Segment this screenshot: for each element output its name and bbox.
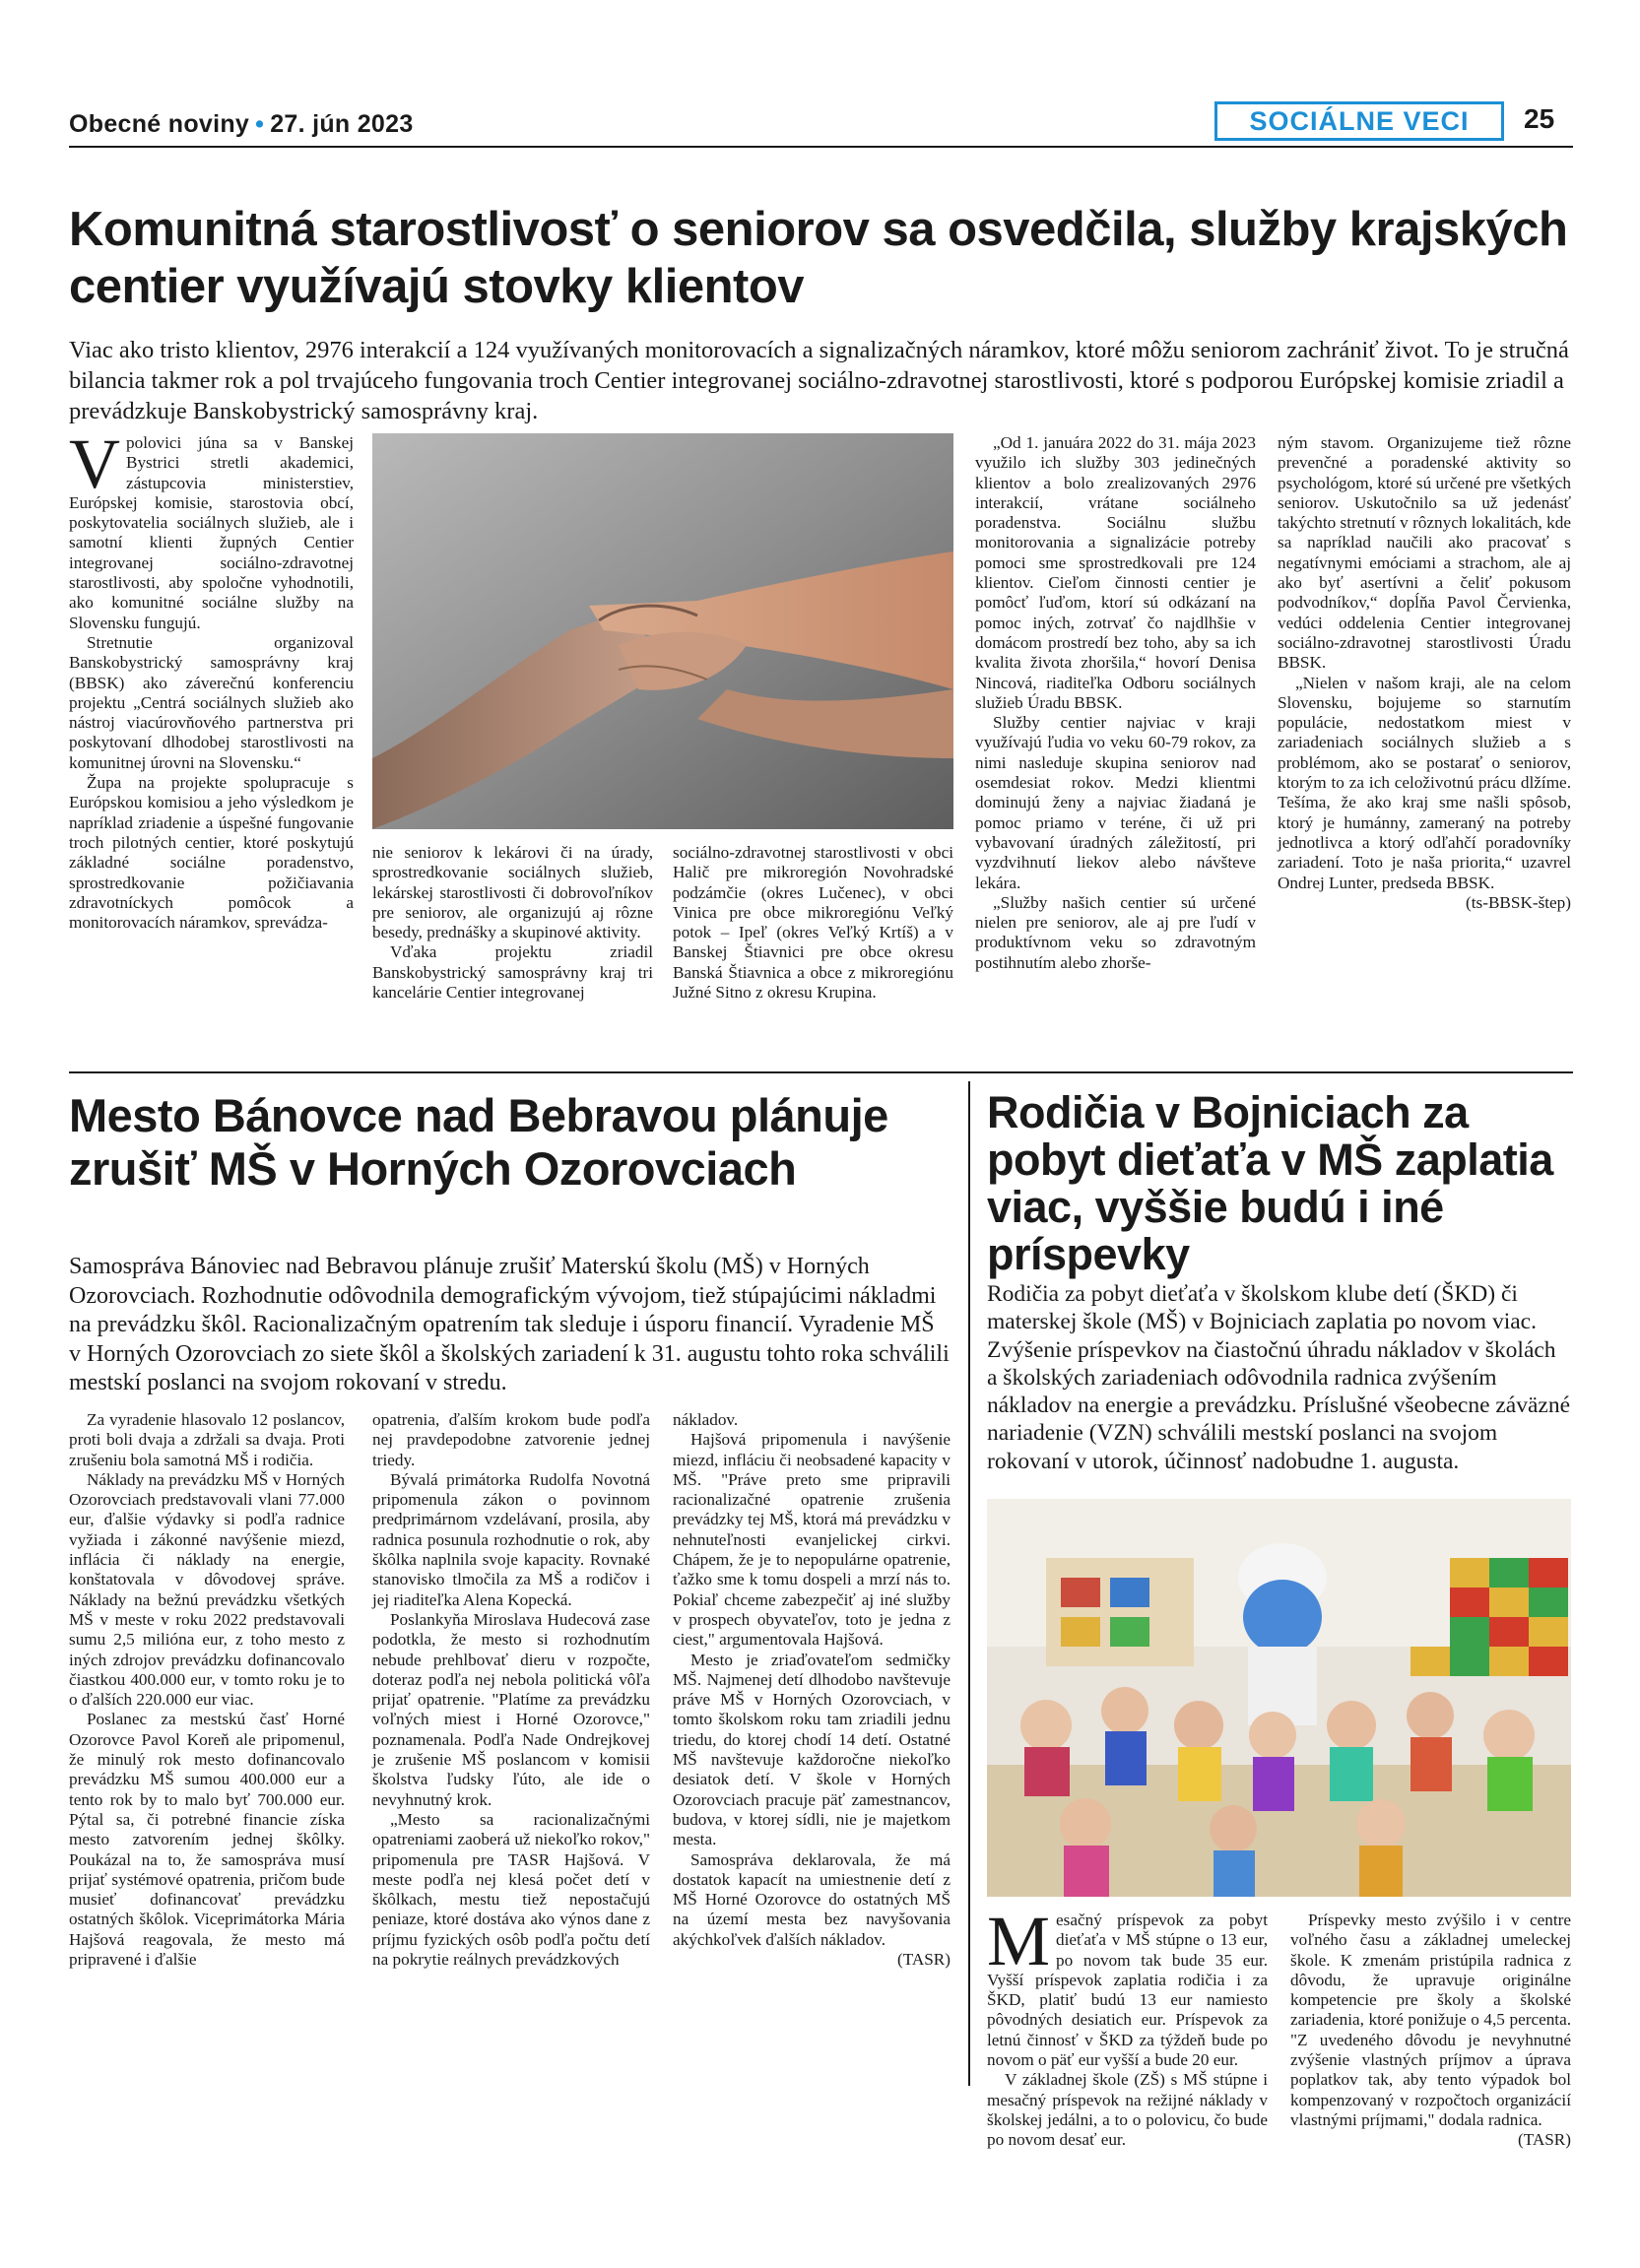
article3-column-2 xyxy=(1290,1911,1571,2151)
article1-paragraph: Vďaka projektu zriadil Banskobystrický samosprávny kraj tri kancelárie Centier integrovanej xyxy=(372,942,653,1003)
article1-column-2 xyxy=(372,843,653,1003)
article2-title: Mesto Bánovce nad Bebravou plánuje zrušiť MŠ v Horných Ozorovciach xyxy=(69,1089,888,1195)
column-separator xyxy=(968,1081,970,2086)
article3-title: Rodičia v Bojniciach za pobyt dieťaťa v MŠ zaplatia viac, vyššie budú i iné príspevky xyxy=(987,1087,1553,1279)
article1-lead: Viac ako tristo klientov, 2976 interakcií a 124 využívaných monitorovacích a signalizačných náramkov, ktoré môžu seniorom zachrániť život. To je stručná bilancia takmer rok a pol trvajúceho fungovania troch Centier integrovanej sociálno-zdravotnej starostlivosti, ktoré s podporou Európskej komisie zriadil a prevádzkuje Banskobystrický samosprávny kraj. xyxy=(69,337,1569,424)
article2-paragraph: „Mesto sa racionalizačnými opatreniami zaoberá už niekoľko rokov," pripomenula pre TASR Hajšová. V meste podľa nej klesá počet detí v škôlkach, mestu tiež nepostačujú peniaze, ktoré dostáva ako výnos dane z príjmu fyzických osôb podľa počtu detí na pokrytie reálnych prevádzkových xyxy=(372,1809,650,1970)
hands-illustration xyxy=(372,433,953,829)
article2-paragraph: Náklady na prevádzku MŠ v Horných Ozorovciach predstavovali vlani 77.000 eur, ďalšie výdavky si podľa radnice vyžiada i zákonné navýšenie miezd, inflácia či náklady na energie, konštatovala v dôvodovej správe. Náklady na bežnú prevádzku všetkých MŠ v meste v roku 2022 predstavovali sumu 2,5 milióna eur, z toho mesto z iných zdrojov prevádzku dofinancovalo čiastkou 400.000 eur, v tomto roku je to o ďalších 220.000 eur viac. xyxy=(69,1469,345,1710)
article1-paragraph: Stretnutie organizoval Banskobystrický samosprávny kraj (BBSK) ako záverečnú konferenciu projektu „Centrá sociálnych služieb ako nástroj viacúrovňového partnerstva pri poskytovaní dlhodobej starostlivosti na komunitnej úrovni na Slovensku.“ xyxy=(69,632,354,772)
section-label xyxy=(1214,101,1504,141)
article3-paragraph: Príspevky mesto zvýšilo i v centre voľného času a základnej umeleckej škole. K zmenám pristúpila radnica z dôvodu, že upravuje originálne kompetencie pre školy a školské zariadenia, ktoré ponižuje o 4,5 percenta. "Z uvedeného dôvodu je nevyhnutné zvýšenie vlastných príjmov a úprava poplatkov tak, aby tento výpadok bol kompenzovaný v rozpočtoch organizácií vlastnými príjmami," dodala radnica. xyxy=(1290,1911,1571,2129)
article1-paragraph: „Od 1. januára 2022 do 31. mája 2023 využilo ich služby 303 jedinečných klientov a bolo zrealizovaných 2976 interakcií, vrátane sociálneho poradenstva. Sociálnu službu monitorovania a signalizácie potreby pomoci sme sprostredkovali pre 124 klientov. Cieľom činnosti centier je pomôcť ľuďom, ktorí sú odkázaní na pomoc iných, zotrvať čo najdlhšie v domácom prostredí bez toho, aby sa ich kvalita života zhoršila,“ hovorí Denisa Nincová, riaditeľka Odboru sociálnych služieb Úradu BBSK. xyxy=(975,433,1256,712)
article2-paragraph: Hajšová pripomenula i navýšenie miezd, infláciu či neobsadené kapacity v MŠ. "Práve preto sme pripravili racionalizačné opatrenie zrušenia prevádzky tej MŠ, ktorá má prevádzku v nehnuteľnosti evanjelickej cirkvi. Chápem, že je to nepopulárne opatrenie, ťažko sme k tomu dospeli a mrzí nás to. Pokiaľ chceme zabezpečiť aj iné služby v prospech obyvateľov, toto je jedna z ciest," argumentovala Hajšová. xyxy=(673,1430,951,1650)
article2-paragraph: Mesto je zriaďovateľom sedmičky MŠ. Najmenej detí dlhodobo navštevuje práve MŠ v Horných Ozorovciach, v tomto školskom roku tam zriadili jednu triedu, do ktorej chodí 14 detí. Ostatné MŠ navštevuje každoročne niekoľko desiatok detí. V škole v Horných Ozorovciach pracuje päť zamestnancov, budova, v ktorej sídli, nie je majetkom mesta. xyxy=(673,1650,951,1849)
article1-paragraph: sociálno-zdravotnej starostlivosti v obci Halič pre mikroregión Novohradské podzámčie (okres Lučenec), v obci Vinica pre obce mikroregiónu Veľký potok – Ipeľ (okres Veľký Krtíš) a v Banskej Štiavnici pre obce okresu Banská Štiavnica a obce z mikroregiónu Južné Sitno z okresu Krupina. xyxy=(673,843,953,1003)
article1-column-5 xyxy=(1278,433,1571,913)
article1-title: Komunitná starostlivosť o seniorov sa osvedčila, služby krajských centier využívajú stovky klientov xyxy=(69,203,1568,313)
article-separator xyxy=(69,1071,1573,1073)
article2-paragraph: Poslanec za mestskú časť Horné Ozorovce Pavol Koreň ale pripomenul, že minulý rok mesto dofinancovalo prevádzku MŠ sumou 400.000 eur a tento rok by to malo byť 700.000 eur. Pýtal sa, či potrebné financie získa mesto zatvorením jednej škôlky. Poukázal na to, že samospráva musí prijať systémové opatrenia, pričom bude musieť dofinancovať prevádzku ostatných škôlok. Viceprimátorka Mária Hajšová reagovala, že mesto má pripravené i ďalšie xyxy=(69,1710,345,1970)
article2-paragraph: Bývalá primátorka Rudolfa Novotná pripomenula zákon o povinnom predprimárnom vzdelávaní, prosila, aby radnica posunula rozhodnutie o rok, aby škôlka naplnila svoje kapacity. Rovnaké stanovisko tlmočila za MŠ a rodičov i jej riaditeľka Alena Kopecká. xyxy=(372,1469,650,1609)
article2-signature: (TASR) xyxy=(896,1950,951,1970)
article3-column-1 xyxy=(987,1902,1268,2151)
article2-paragraph: Poslankyňa Miroslava Hudecová zase podotkla, že mesto si rozhodnutím nebude prehlbovať dieru v rozpočte, doteraz podľa nej nebola politická vôľa prijať opatrenie. "Platíme za prevádzku voľných miest i Horné Ozorovce," poznamenala. Podľa Nade Ondrejkovej je zrušenie MŠ poslancom v komisii školstva ľudsky ľúto, ale ide o nevyhnutný krok. xyxy=(372,1609,650,1809)
article3-signature: (TASR) xyxy=(1517,2130,1571,2150)
article2-column-3 xyxy=(673,1410,951,1970)
article3-paragraph xyxy=(987,1902,1268,2070)
article1-paragraph: Služby centier najviac v kraji využívajú ľudia vo veku 60-79 rokov, za nimi nasleduje skupina seniorov nad osemdesiat rokov. Medzi klientmi dominujú ženy a najviac žiadaná je pomoc priamo v teréne, či už pri vybavovaní úradných záležitostí, pri vyzdvihnutí liekov alebo návšteve lekára. xyxy=(975,713,1256,892)
hands-photo xyxy=(372,433,953,829)
article2-paragraph: Za vyradenie hlasovalo 12 poslancov, proti boli dvaja a zdržali sa dvaja. Proti zrušeniu bola samotná MŠ i rodičia. xyxy=(69,1410,345,1469)
article3-paragraph: V základnej škole (ZŠ) s MŠ stúpne i mesačný príspevok na režijné náklady v školskej jedálni, a to o polovicu, čo bude po novom desať eur. xyxy=(987,2070,1268,2150)
article1-column-3 xyxy=(673,843,953,1003)
section-label-text: SOCIÁLNE VECI xyxy=(1249,105,1470,136)
article2-paragraph: Samospráva deklarovala, že má dostatok kapacít na umiestnenie detí z MŠ Horné Ozorovce do ostatných MŠ na území mesta bez navyšovania akýchkoľvek ďalších nákladov. xyxy=(673,1849,951,1949)
article1-paragraph: ným stavom. Organizujeme tiež rôzne prevenčné a poradenské aktivity so psychológom, ktoré sú určené pre všetkých seniorov. Uskutočnilo sa už jedenásť takýchto stretnutí v rôznych lokalitách, kde sa napríklad naučili ako pracovať s negatívnymi emóciami a strachom, ale aj ako byť asertívni a čeliť pokusom podvodníkov,“ dopĺňa Pavol Červienka, vedúci oddelenia Centier integrovanej sociálno-zdravotnej starostlivosti Úradu BBSK. xyxy=(1278,433,1571,673)
article2-paragraph: opatrenia, ďalším krokom bude podľa nej pravdepodobne zatvorenie jednej triedy. xyxy=(372,1410,650,1469)
article1-paragraph: „Nielen v našom kraji, ale na celom Slovensku, bojujeme so starnutím populácie, nedostatkom miest v zariadeniach sociálnych služieb a s problémom, ako se postarať o seniorov, ktorým to za ich celoživotnú prácu dlžíme. Tešíma, že ako kraj sme našli spôsob, ktorý je humánny, zameraný na potreby jednotlivca a ktorý odľahčí poradovníky zariadení. Toto je naša priorita,“ uzavrel Ondrej Lunter, predseda BBSK. xyxy=(1278,673,1571,892)
issue-date: 27. jún 2023 xyxy=(270,110,414,138)
drop-cap: V xyxy=(69,424,120,503)
article2-column-2 xyxy=(372,1410,650,1970)
article1-column-4 xyxy=(975,433,1256,973)
kindergarten-photo xyxy=(987,1499,1571,1897)
header-rule xyxy=(69,146,1573,148)
article1-signature: (ts-BBSK-štep) xyxy=(1466,892,1571,912)
article1-paragraph: nie seniorov k lekárovi či na úrady, sprostredkovanie sociálnych služieb, lekárskej starostlivosti či dobrovoľníkov pre seniorov, ale organizujú aj rôzne besedy, prednášky a skupinové aktivity. xyxy=(372,843,653,942)
article1-column-1 xyxy=(69,424,354,933)
masthead xyxy=(69,110,414,139)
article3-lead: Rodičia za pobyt dieťaťa v školskom klube detí (ŠKD) či materskej škole (MŠ) v Bojniciach zaplatia po novom viac. Zvýšenie príspevkov na čiastočnú úhradu nákladov v školách a školských zariadeniach odôvodnila radnica zvýšením nákladov na energie a prevádzku. Príslušné všeobecne záväzné nariadenie (VZN) schválili mestskí poslanci na svojom rokovaní v utorok, účinnosť nadobudne 1. augusta. xyxy=(987,1281,1571,1474)
article1-paragraph xyxy=(69,424,354,633)
article1-paragraph: Župa na projekte spolupracuje s Európskou komisiou a jeho výsledkom je napríklad zriadenie a úspešné fungovanie troch pilotných centier, ktoré poskytujú základné sociálne poradenstvo, sprostredkovanie požičiavania zdravotníckych pomôcok a monitorovacích náramkov, sprevádza- xyxy=(69,773,354,933)
kindergarten-illustration xyxy=(987,1499,1571,1897)
bullet-icon: • xyxy=(255,110,265,138)
article1-paragraph-text: polovici júna sa v Banskej Bystrici stretli akademici, zástupcovia ministerstiev, Európskej komisie, starostovia obcí, poskytovatelia sociálnych služieb, ale i samotní klienti župných Centier integrovanej sociálno-zdravotnej starostlivosti, aby spoločne vyhodnotili, ako komunitné sociálne služby na Slovensku fungujú. xyxy=(69,433,354,632)
page-number: 25 xyxy=(1524,103,1555,134)
article3-paragraph-text: esačný príspevok za pobyt dieťaťa v MŠ stúpne o 13 eur, po novom tak bude 35 eur. Vyšší príspevok zaplatia rodičia i za ŠKD, platiť budú 13 eur namiesto pôvodných desiatich eur. Príspevok za letnú činnosť v ŠKD za týždeň bude po novom o päť eur vyšší a bude 20 eur. xyxy=(987,1911,1268,2070)
article2-paragraph: nákladov. xyxy=(673,1410,739,1429)
drop-cap: M xyxy=(987,1902,1051,1980)
article2-column-1 xyxy=(69,1410,345,1970)
article1-paragraph: „Služby našich centier sú určené nielen pre seniorov, ale aj pre ľudí v produktívnom veku so zdravotným postihnutím alebo zhorše- xyxy=(975,892,1256,972)
article2-lead: Samospráva Bánoviec nad Bebravou plánuje zrušiť Materskú školu (MŠ) v Horných Ozorovciach. Rozhodnutie odôvodnila demografickým vývojom, tiež stúpajúcimi nákladmi na prevádzku škôl. Racionalizačným opatrením tak sleduje i úsporu financií. Vyradenie MŠ v Horných Ozorovciach zo siete škôl a školských zariadení k 31. augustu tohto roka schválili mestskí poslanci na svojom rokovaní v stredu. xyxy=(69,1254,950,1395)
paper-name: Obecné noviny xyxy=(69,110,250,138)
